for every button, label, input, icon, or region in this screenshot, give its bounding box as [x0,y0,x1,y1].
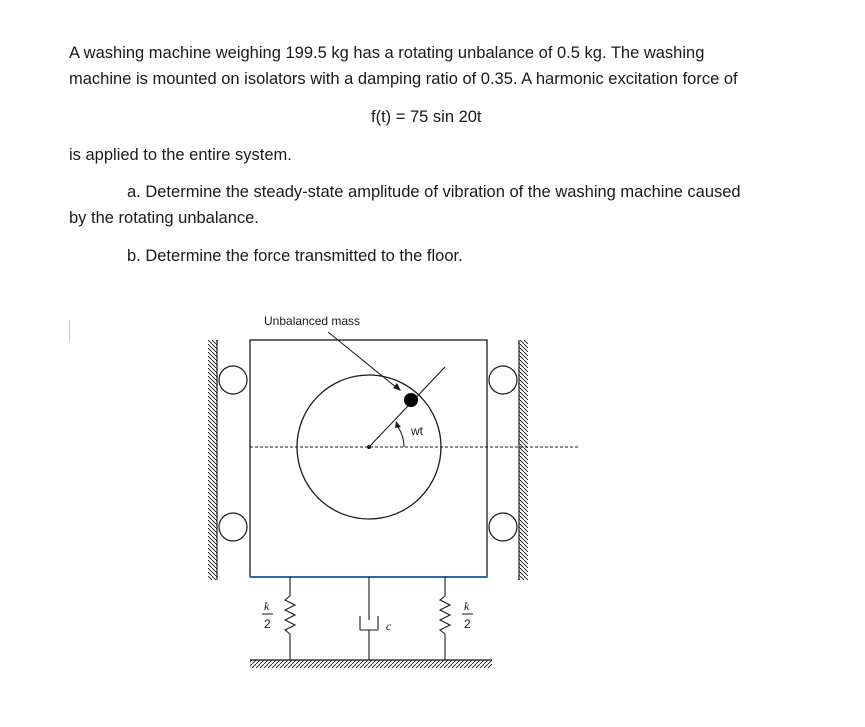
right-wall [519,340,528,580]
part-b: b. Determine the force transmitted to the floor. [127,247,463,265]
unbalanced-mass-label: Unbalanced mass [264,314,361,328]
right-spring-k-label: k [464,599,470,613]
damper [360,577,378,660]
damper-label: c [386,619,392,633]
left-spring-k-label: k [264,599,270,613]
left-wall [208,340,217,580]
part-a-line-2: by the rotating unbalance. [69,209,259,227]
unbalanced-mass-dot [404,393,418,407]
right-top-roller [489,366,517,394]
problem-line-2: machine is mounted on isolators with a damping ratio of 0.35. A harmonic excitation force of [69,70,738,88]
ground [250,660,492,668]
angle-label: wt [411,424,423,438]
left-spring [285,577,295,660]
problem-line-3: is applied to the entire system. [69,146,292,164]
excitation-equation: f(t) = 75 sin 20t [371,108,482,126]
right-bottom-roller [489,513,517,541]
left-top-roller [219,366,247,394]
part-a-line-1: a. Determine the steady-state amplitude of vibration of the washing machine caused [127,183,741,201]
problem-line-1: A washing machine weighing 199.5 kg has a rotating unbalance of 0.5 kg. The washing [69,44,705,62]
right-spring-denominator: 2 [464,617,471,631]
left-spring-denominator: 2 [264,617,271,631]
left-bottom-roller [219,513,247,541]
right-spring [440,577,450,660]
